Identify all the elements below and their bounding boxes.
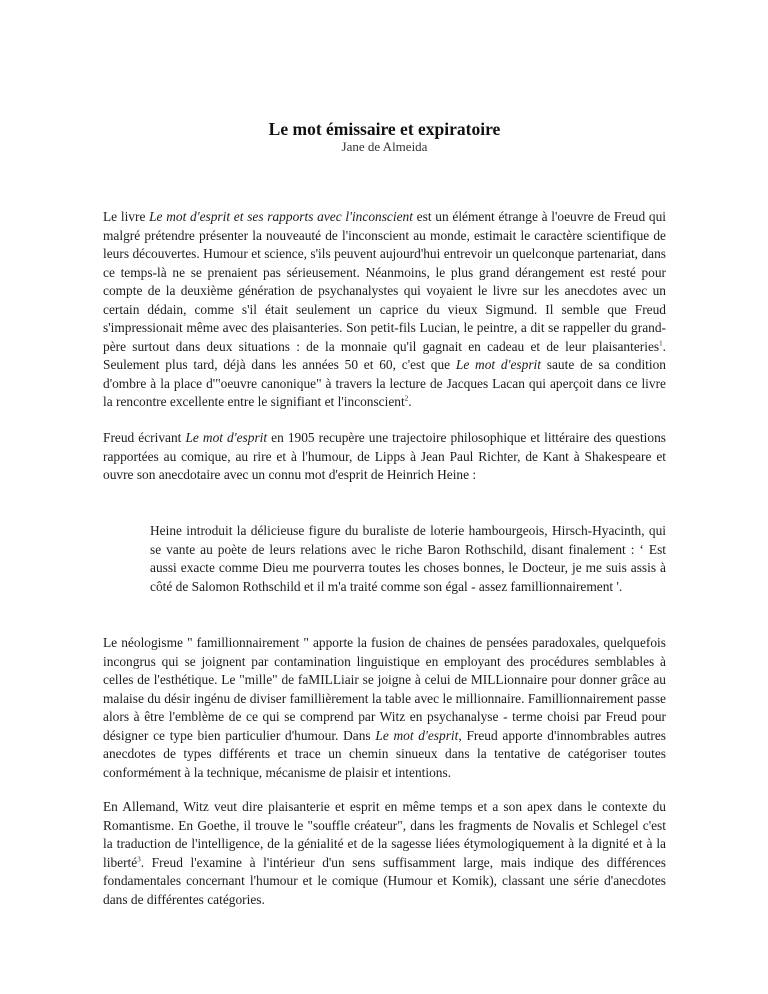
block-quote: Heine introduit la délicieuse figure du buraliste de loterie hambourgeois, Hirsch-Hyacinth, qui se vante au poète de leurs relations avec le riche Baron Rothschild, disant finalement : ‘ Est aussi exacte comme Dieu me pourverra toutes les choses bonnes, le Docteur, je me suis assis à côté de Salomon Rothschild et il m'a traité comme son égal - assez famillionnairement '. (150, 523, 666, 594)
text-run: Freud écrivant (103, 430, 186, 445)
text-run: Le livre (103, 209, 150, 224)
text-run: Le néologisme " famillionnairement " apporte la fusion de chaines de pensées paradoxales, quelquefois incongrus qui se joignent par contamination linguistique en employant des procédures semblables à celles de l'esthétique. Le "mille" de faMILLiair se joigne à celui de MILLionnaire pour donner grâce au malaise du désir ingénu de diviser famillièrement la table avec le millionnaire. Famillionnairement passe alors à être l'emblème de ce qui se comprend par Witz en psychanalyse - terme choisi par Freud pour désigner ce type bien particulier d'humour. Dans (103, 635, 666, 743)
book-title: Le mot d'esprit (375, 727, 459, 743)
text-run: . Freud l'examine à l'intérieur d'un sens suffisamment large, mais indique des différences fondamentales concernant l'humour et le comique (Humour et Komik), classant une série d'anecdotes dans de différentes catégories. (103, 854, 666, 907)
book-title: Le mot d'esprit et ses rapports avec l'inconscient (149, 209, 413, 224)
paragraph-3 (103, 634, 666, 782)
footnote-ref[interactable]: 1 (659, 339, 663, 348)
text-run: . (408, 394, 412, 410)
text-run: saute de sa condition d'ombre à la place d'"oeuvre canonique" à travers la lecture de Jacques Lacan qui aperçoit dans ce livre la rencontre excellente entre le signifiant et l'inconscient (103, 357, 667, 410)
book-title: Le mot d'esprit (455, 357, 541, 373)
text-run: . Seulement plus tard, déjà dans les années 50 et 60, c'est que (103, 338, 666, 373)
book-title: Le mot d'esprit (185, 430, 268, 445)
footnote-ref[interactable]: 2 (404, 395, 409, 403)
footnote-ref[interactable]: 3 (137, 855, 141, 864)
text-run: , Freud apporte d'innombrables autres anecdotes de types différents et trace un chemin sinueux dans la tentative de catégoriser toutes conformément à la technique, mécanisme de plaisir et intentions. (103, 727, 666, 780)
paragraph-2 (103, 429, 666, 485)
text-run: est un élément étrange à l'oeuvre de Freud qui malgré prétendre présenter la nouveauté de l'inconscient au monde, estimait le caractère scientifique de leurs découvertes. Humour et science, s'ils peuvent aujourd'hui entrevoir un quelconque partenariat, dans ce temps-là ne se prenaient pas sérieusement. Néanmoins, le plus grand dérangement est resté pour compte de la deuxième génération de psychanalystes qui voyaient le livre sur les anecdotes avec un certain dédain, comme s'il était seulement un caprice du vieux Sigmund. Il semble que Freud s'impressionait même avec des plaisanteries. Son petit-fils Lucian, le peintre, a dit se rappeller du grand-père surtout dans deux situations : de la monnaie qu'il gagnait en cadeau et de leur plaisanteries (103, 209, 666, 354)
paragraph-4 (103, 798, 666, 909)
text-run: En Allemand, Witz veut dire plaisanterie et esprit en même temps et a son apex dans le contexte du Romantisme. En Goethe, il trouve le "souffle créateur", dans les fragments de Novalis et Schlegel c'est la traduction de l'intelligence, de la génialité et de la sagesse liées étymologiquement à la dignité et à la liberté (103, 799, 666, 870)
document-title: Le mot émissaire et expiratoire (268, 119, 501, 139)
paragraph-1 (103, 208, 666, 412)
document-author: Jane de Almeida (341, 139, 428, 154)
text-run: en 1905 recupère une trajectoire philosophique et littéraire des questions rapportées au comique, au rire et à l'humour, de Lipps à Jean Paul Richter, de Kant à Shakespeare et ouvre son anecdotaire avec un connu mot d'esprit de Heinrich Heine : (103, 430, 667, 483)
